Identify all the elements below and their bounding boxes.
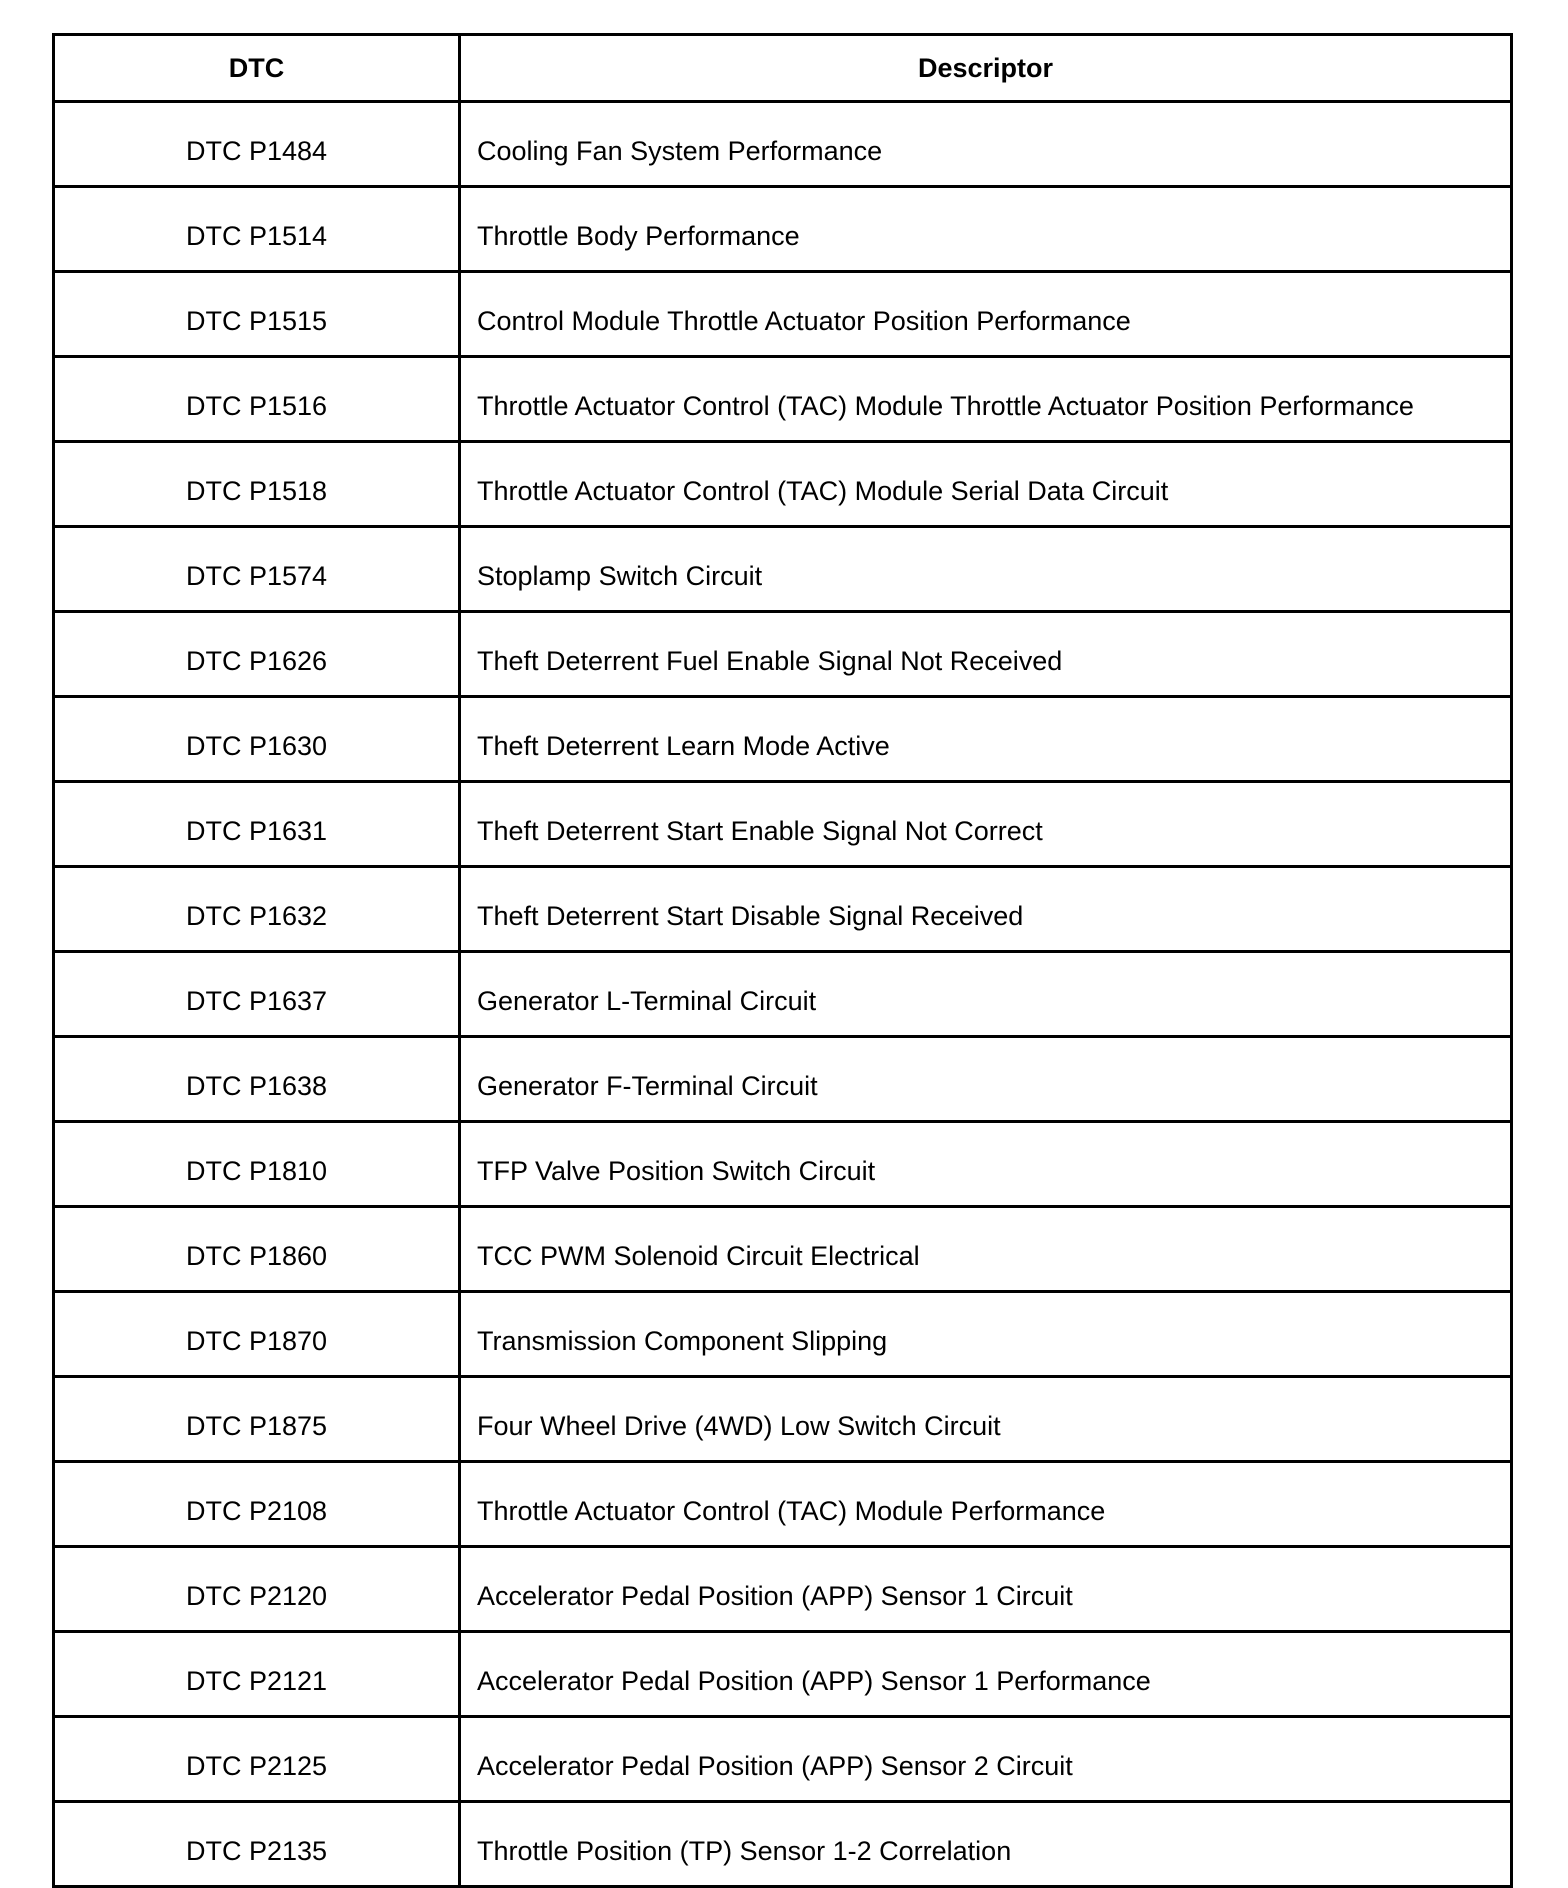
- dtc-code-cell: DTC P1860: [54, 1207, 460, 1292]
- dtc-code-cell: DTC P2120: [54, 1547, 460, 1632]
- table-row: [54, 442, 1512, 527]
- dtc-descriptor-cell: Throttle Actuator Control (TAC) Module Performance: [460, 1462, 1512, 1547]
- dtc-descriptor-cell: Throttle Actuator Control (TAC) Module Throttle Actuator Position Performance: [460, 357, 1512, 442]
- dtc-descriptor-cell: Generator F-Terminal Circuit: [460, 1037, 1512, 1122]
- dtc-descriptor-cell: Transmission Component Slipping: [460, 1292, 1512, 1377]
- dtc-code-cell: DTC P1515: [54, 272, 460, 357]
- table-row: [54, 952, 1512, 1037]
- header-descriptor: Descriptor: [460, 35, 1512, 102]
- table-row: [54, 612, 1512, 697]
- dtc-descriptor-cell: Accelerator Pedal Position (APP) Sensor 1 Circuit: [460, 1547, 1512, 1632]
- dtc-code-cell: DTC P2108: [54, 1462, 460, 1547]
- table-row: [54, 1377, 1512, 1462]
- dtc-descriptor-cell: Stoplamp Switch Circuit: [460, 527, 1512, 612]
- table-row: [54, 1802, 1512, 1887]
- table-row: [54, 1717, 1512, 1802]
- dtc-descriptor-cell: Control Module Throttle Actuator Position Performance: [460, 272, 1512, 357]
- table-row: [54, 357, 1512, 442]
- dtc-descriptor-cell: Cooling Fan System Performance: [460, 102, 1512, 187]
- dtc-code-cell: DTC P1637: [54, 952, 460, 1037]
- dtc-descriptor-cell: TFP Valve Position Switch Circuit: [460, 1122, 1512, 1207]
- dtc-descriptor-cell: Accelerator Pedal Position (APP) Sensor 2 Circuit: [460, 1717, 1512, 1802]
- dtc-descriptor-cell: Accelerator Pedal Position (APP) Sensor 1 Performance: [460, 1632, 1512, 1717]
- dtc-descriptor-cell: Theft Deterrent Learn Mode Active: [460, 697, 1512, 782]
- dtc-descriptor-cell: Theft Deterrent Start Disable Signal Received: [460, 867, 1512, 952]
- dtc-descriptor-cell: Four Wheel Drive (4WD) Low Switch Circuit: [460, 1377, 1512, 1462]
- table-row: [54, 527, 1512, 612]
- header-dtc: DTC: [54, 35, 460, 102]
- dtc-code-cell: DTC P1875: [54, 1377, 460, 1462]
- dtc-code-cell: DTC P1518: [54, 442, 460, 527]
- dtc-descriptor-cell: Theft Deterrent Fuel Enable Signal Not Received: [460, 612, 1512, 697]
- dtc-descriptor-cell: Throttle Position (TP) Sensor 1-2 Correlation: [460, 1802, 1512, 1887]
- dtc-descriptor-cell: Throttle Body Performance: [460, 187, 1512, 272]
- table-row: [54, 102, 1512, 187]
- dtc-descriptor-cell: TCC PWM Solenoid Circuit Electrical: [460, 1207, 1512, 1292]
- dtc-code-cell: DTC P1631: [54, 782, 460, 867]
- dtc-code-cell: DTC P1810: [54, 1122, 460, 1207]
- table-row: [54, 1632, 1512, 1717]
- table-row: [54, 697, 1512, 782]
- dtc-code-cell: DTC P1484: [54, 102, 460, 187]
- dtc-descriptor-cell: Generator L-Terminal Circuit: [460, 952, 1512, 1037]
- dtc-code-cell: DTC P2121: [54, 1632, 460, 1717]
- table-row: [54, 1207, 1512, 1292]
- table-row: [54, 1122, 1512, 1207]
- dtc-code-cell: DTC P1630: [54, 697, 460, 782]
- dtc-code-cell: DTC P1516: [54, 357, 460, 442]
- dtc-code-cell: DTC P1626: [54, 612, 460, 697]
- dtc-descriptor-cell: Throttle Actuator Control (TAC) Module Serial Data Circuit: [460, 442, 1512, 527]
- dtc-descriptor-cell: Theft Deterrent Start Enable Signal Not Correct: [460, 782, 1512, 867]
- dtc-code-cell: DTC P1638: [54, 1037, 460, 1122]
- table-row: [54, 187, 1512, 272]
- table-row: [54, 867, 1512, 952]
- dtc-code-cell: DTC P1870: [54, 1292, 460, 1377]
- table-row: [54, 1547, 1512, 1632]
- table-row: [54, 782, 1512, 867]
- table-body: [54, 102, 1512, 1887]
- dtc-code-cell: DTC P2125: [54, 1717, 460, 1802]
- table-row: [54, 1292, 1512, 1377]
- table-header: [54, 35, 1512, 102]
- dtc-code-cell: DTC P2135: [54, 1802, 460, 1887]
- table-row: [54, 1462, 1512, 1547]
- dtc-code-cell: DTC P1574: [54, 527, 460, 612]
- dtc-table: [52, 33, 1513, 1888]
- header-row: [54, 35, 1512, 102]
- table-row: [54, 272, 1512, 357]
- dtc-code-cell: DTC P1514: [54, 187, 460, 272]
- table-row: [54, 1037, 1512, 1122]
- dtc-code-cell: DTC P1632: [54, 867, 460, 952]
